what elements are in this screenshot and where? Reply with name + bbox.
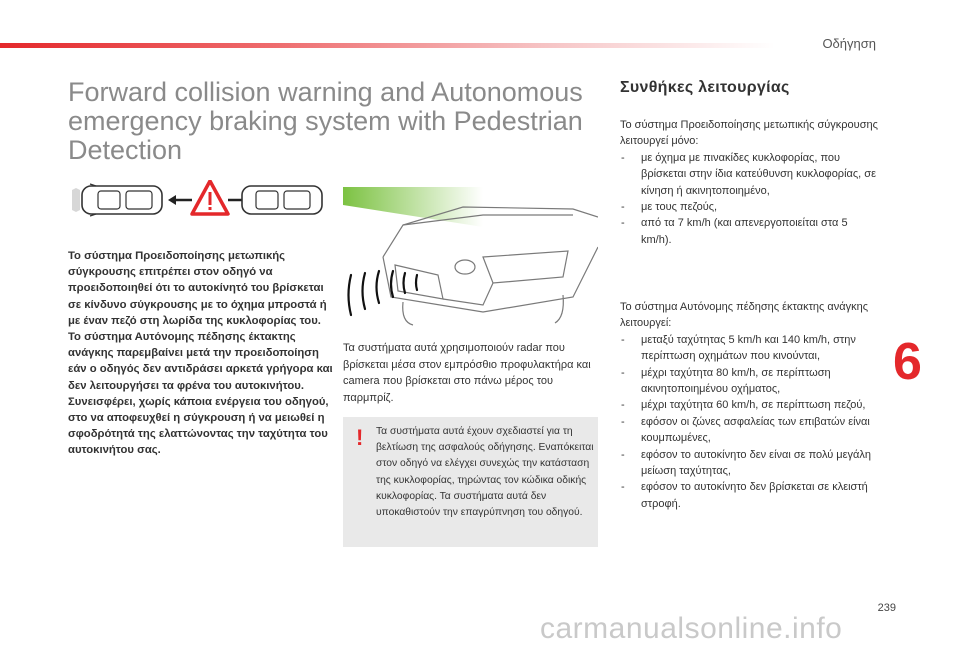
intro-bold-text <box>68 248 333 459</box>
warning-triangle-icon <box>192 181 228 214</box>
aeb-description: Το σύστημα Αυτόνομης πέδησης έκτακτης ανάγκης παρεμβαίνει μετά την προειδοποίηση εάν ο οδηγός δεν αντιδράσει αρκετά γρήγορα και δεν λειτουργήσει τα φρένα του αυτοκινήτου. <box>68 331 333 392</box>
chapter-number: 6 <box>893 333 922 391</box>
list-item: - με όχημα με πινακίδες κυκλοφορίας, που βρίσκεται στην ίδια κατεύθυνση κυκλοφορίας, σε κίνηση ή ακινητοποιημένο, <box>620 150 880 199</box>
fcw-intro: Το σύστημα Προειδοποίησης μετωπικής σύγκρουσης λειτουργεί μόνο: <box>620 119 878 148</box>
list-item: - μέχρι ταχύτητα 80 km/h, σε περίπτωση ακινητοποιημένου οχήματος, <box>620 365 880 398</box>
van-front <box>383 207 598 325</box>
car-icon-right <box>242 186 322 214</box>
car-icon-left <box>72 184 162 216</box>
watermark: carmanualsonline.info <box>540 612 843 645</box>
list-item: - εφόσον το αυτοκίνητο δεν βρίσκεται σε κλειστή στροφή. <box>620 479 880 512</box>
sensors-description: Τα συστήματα αυτά χρησιμοποιούν radar που βρίσκεται μέσα στον εμπρόσθιο προφυλακτήρα και camera που βρίσκεται στο πάνω μέρος του παρμπρίζ. <box>343 342 591 404</box>
van-radar-illustration <box>343 187 598 327</box>
aeb-intro: Το σύστημα Αυτόνομης πέδησης έκτακτης ανάγκης λειτουργεί: <box>620 301 869 330</box>
list-item: - εφόσον οι ζώνες ασφαλείας των επιβατών είναι κουμπωμένες, <box>620 414 880 447</box>
fcw-description: Το σύστημα Προειδοποίησης μετωπικής σύγκρουσης επιτρέπει στον οδηγό να προειδοποιηθεί ότι το αυτοκίνητό του βρίσκεται σε κίνδυνο σύγκρουσης με το όχημα μπροστά ή με έναν πεζό στη λωρίδα της κυκλοφορίας του. <box>68 250 327 327</box>
aeb-condition-list <box>620 332 880 512</box>
operating-conditions-heading: Συνθήκες λειτουργίας <box>620 79 790 96</box>
fcw-conditions <box>620 117 880 248</box>
list-item: - με τους πεζούς, <box>620 199 880 215</box>
header-accent-bar <box>0 43 775 48</box>
section-title: Οδήγηση <box>822 36 876 51</box>
collision-diagram <box>68 180 328 220</box>
fcw-condition-list <box>620 150 880 248</box>
list-item: - από τα 7 km/h (και απενεργοποιείται στα 5 km/h). <box>620 215 880 248</box>
list-item: - μεταξύ ταχύτητας 5 km/h και 140 km/h, στην περίπτωση οχημάτων που κινούνται, <box>620 332 880 365</box>
aeb-conditions <box>620 299 880 512</box>
aeb-contribution: Συνεισφέρει, χωρίς κάποια ενέργεια του οδηγού, στο να αποφευχθεί η σύγκρουση ή να μειωθεί η σφοδρότητά της ελαττώνοντας την ταχύτητα του αυτοκινήτου σας. <box>68 395 329 457</box>
list-item: - εφόσον το αυτοκίνητο δεν είναι σε πολύ μεγάλη μείωση ταχύτητας, <box>620 447 880 480</box>
page-title: Forward collision warning and Autonomous emergency braking system with Pedestrian Detection <box>68 77 583 165</box>
warning-text: Τα συστήματα αυτά έχουν σχεδιαστεί για τη βελτίωση της ασφαλούς οδήγησης. Εναπόκειται στον οδηγό να ελέγχει συνεχώς την κατάσταση της κυκλοφορίας, τηρώντας τον κώδικα οδικής κυκλοφορίας. Τα συστήματα αυτά δεν υποκαθιστούν την επαγρύπνηση του οδηγού. <box>376 426 594 519</box>
list-item: - μέχρι ταχύτητα 60 km/h, σε περίπτωση πεζού, <box>620 397 880 413</box>
page-number: 239 <box>877 602 896 614</box>
exclamation-icon: ! <box>356 425 364 450</box>
warning-box <box>343 417 598 547</box>
